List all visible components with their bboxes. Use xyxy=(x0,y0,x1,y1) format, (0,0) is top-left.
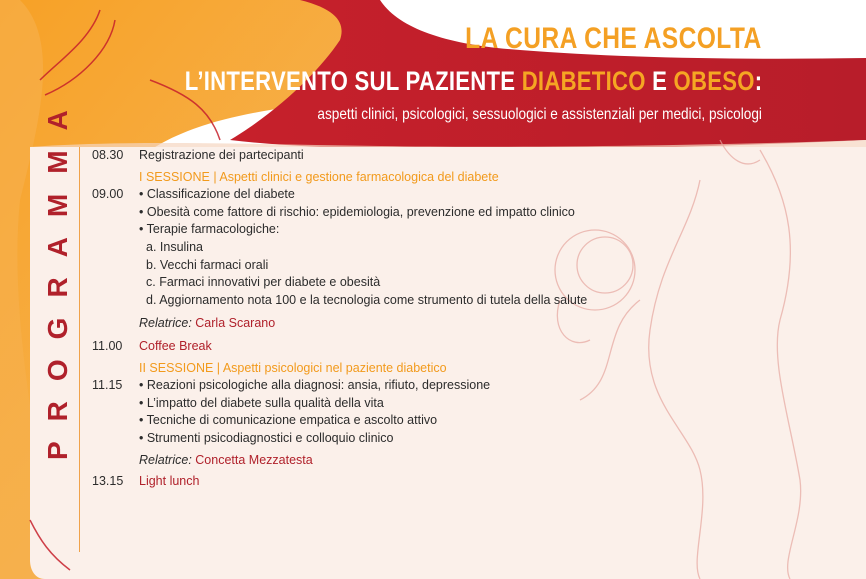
s1-sub-nota-100: d. Aggiornamento nota 100 e la tecnologia come strumento di tutela della salute xyxy=(146,292,588,307)
schedule-row-s1-sub-c xyxy=(92,274,732,292)
schedule-row-speaker-1 xyxy=(92,315,732,333)
schedule-row-speaker-2 xyxy=(92,452,732,470)
s1-sub-insulin: a. Insulina xyxy=(146,239,203,254)
s2-item-reactions: • Reazioni psicologiche alla diagnosi: ansia, rifiuto, depressione xyxy=(139,378,491,393)
s2-item-communication: • Tecniche di comunicazione empatica e ascolto attivo xyxy=(139,413,438,428)
programma-vertical-title: PROGRAMMA xyxy=(42,90,73,460)
schedule-row-s1-item3 xyxy=(92,221,732,239)
schedule-row-s1-sub-d xyxy=(92,292,732,310)
speaker-2-line xyxy=(139,452,313,470)
time-1115: 11.15 xyxy=(92,378,123,393)
coffee-break-text: Coffee Break xyxy=(139,338,212,353)
s1-sub-new-drugs: c. Farmaci innovativi per diabete e obesità xyxy=(146,275,381,290)
event-headline xyxy=(184,66,762,97)
brand-title: LA CURA CHE ASCOLTA xyxy=(465,22,762,55)
speaker-2-name: Concetta Mezzatesta xyxy=(195,452,313,467)
schedule-row-lunch xyxy=(92,473,732,491)
speaker-1-name: Carla Scarano xyxy=(195,316,276,331)
relatrice-label-1: Relatrice: xyxy=(139,316,192,331)
schedule-row-s2-item4 xyxy=(92,430,732,448)
headline-part-1: L’INTERVENTO SUL PAZIENTE xyxy=(184,66,522,96)
registration-text: Registrazione dei partecipanti xyxy=(139,148,304,162)
time-0900: 09.00 xyxy=(92,187,124,202)
schedule-row-s1-item1 xyxy=(92,186,732,204)
session-1-title: I SESSIONE | Aspetti clinici e gestione farmacologica del diabete xyxy=(139,169,499,184)
headline-obeso: OBESO xyxy=(673,66,755,96)
program-schedule xyxy=(92,147,732,491)
session-2-heading xyxy=(92,360,732,378)
schedule-row-registration xyxy=(92,147,732,165)
schedule-row-coffee xyxy=(92,338,732,356)
time-1315: 13.15 xyxy=(92,474,124,489)
schedule-row-s1-sub-b xyxy=(92,257,732,275)
schedule-row-s2-item3 xyxy=(92,412,732,430)
s1-item-classification: • Classificazione del diabete xyxy=(139,187,295,202)
s1-item-obesity: • Obesità come fattore di rischio: epidemiologia, prevenzione ed impatto clinico xyxy=(139,204,575,219)
s2-item-impact: • L’impatto del diabete sulla qualità della vita xyxy=(139,395,384,410)
light-lunch-text: Light lunch xyxy=(139,474,200,489)
schedule-row-s1-item2 xyxy=(92,204,732,222)
headline-part-3: : xyxy=(754,66,762,96)
event-subtitle: aspetti clinici, psicologici, sessuologici e assistenziali per medici, psicologi xyxy=(317,106,762,123)
relatrice-label-2: Relatrice: xyxy=(139,452,192,467)
time-1100: 11.00 xyxy=(92,338,123,353)
speaker-1-line xyxy=(139,315,275,333)
headline-diabetico: DIABETICO xyxy=(521,66,646,96)
s2-item-tools: • Strumenti psicodiagnostici e colloquio clinico xyxy=(139,430,394,445)
headline-part-2: E xyxy=(645,66,674,96)
timeline-divider xyxy=(79,147,80,552)
schedule-row-s2-item2 xyxy=(92,395,732,413)
session-2-title: II SESSIONE | Aspetti psicologici nel paziente diabetico xyxy=(139,360,447,375)
schedule-row-s2-item1 xyxy=(92,377,732,395)
s1-item-therapies: • Terapie farmacologiche: xyxy=(139,222,280,237)
session-1-heading xyxy=(92,169,732,187)
schedule-row-s1-sub-a xyxy=(92,239,732,257)
time-0830: 08.30 xyxy=(92,148,124,162)
s1-sub-old-drugs: b. Vecchi farmaci orali xyxy=(146,257,269,272)
